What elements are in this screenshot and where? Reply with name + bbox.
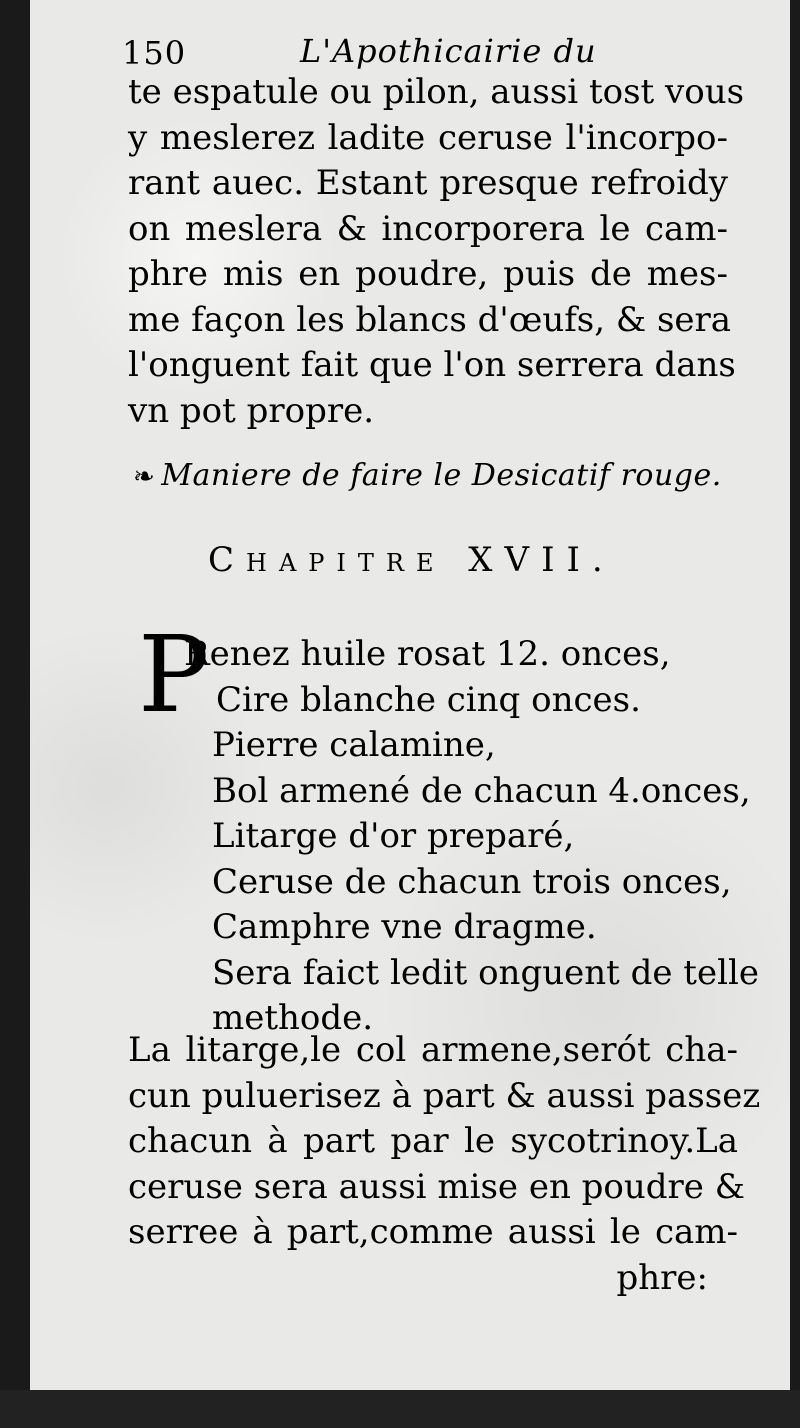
recipe-line: Litarge d'or preparé,	[212, 816, 575, 856]
section-caption	[133, 458, 733, 493]
recipe-line: Ceruse de chacun trois onces,	[212, 861, 732, 902]
recipe-line: Sera faict ledit onguent de telle	[212, 952, 759, 993]
recipe-line: Cire blanche cinq onces.	[216, 679, 641, 720]
text-line: La litarge,le col armene,serót cha-	[128, 1030, 738, 1070]
recipe-line: Bol armené de chacun 4.onces,	[212, 770, 751, 811]
text-line: vn pot propre.	[128, 390, 375, 431]
recipe-line: Renez huile rosat 12. onces,	[184, 634, 671, 674]
text-line: cun puluerisez à part & aussi passez	[128, 1075, 761, 1116]
running-title: L'Apothicairie du	[300, 32, 597, 70]
scan-edge	[0, 1390, 800, 1428]
text-line: serree à part,comme aussi le cam-	[128, 1212, 738, 1252]
bottom-paragraph	[128, 1028, 761, 1301]
caption-text: Maniere de faire le Desicatif rouge.	[161, 458, 722, 493]
recipe-line: methode.	[212, 998, 374, 1038]
text-line: chacun à part par le sycotrinoy.La	[128, 1121, 738, 1161]
top-paragraph	[128, 70, 745, 434]
text-line: rant auec. Estant presque refroidy	[128, 163, 728, 203]
recipe-line: Camphre vne dragme.	[212, 907, 597, 947]
page-number: 150	[122, 34, 187, 72]
text-line: phre mis en poudre, puis de mes-	[128, 254, 728, 294]
recipe-line: Pierre calamine,	[212, 725, 496, 765]
chapter-heading: Chapitre XVII.	[208, 540, 615, 580]
fleuron-icon: ❧	[133, 462, 156, 492]
text-line: me façon les blancs d'œufs, & sera	[128, 299, 732, 340]
text-line: l'onguent fait que l'on serrera dans	[128, 345, 736, 385]
text-line: y meslerez ladite ceruse l'incorpo-	[128, 117, 728, 158]
recipe-list	[184, 632, 759, 1042]
text-line: ceruse sera aussi mise en poudre &	[128, 1166, 745, 1207]
catchword: phre:	[616, 1257, 708, 1298]
drop-cap: P	[138, 613, 210, 736]
text-line: on meslera & incorporera le cam-	[128, 208, 728, 249]
text-line: te espatule ou pilon, aussi tost vous	[128, 72, 745, 112]
